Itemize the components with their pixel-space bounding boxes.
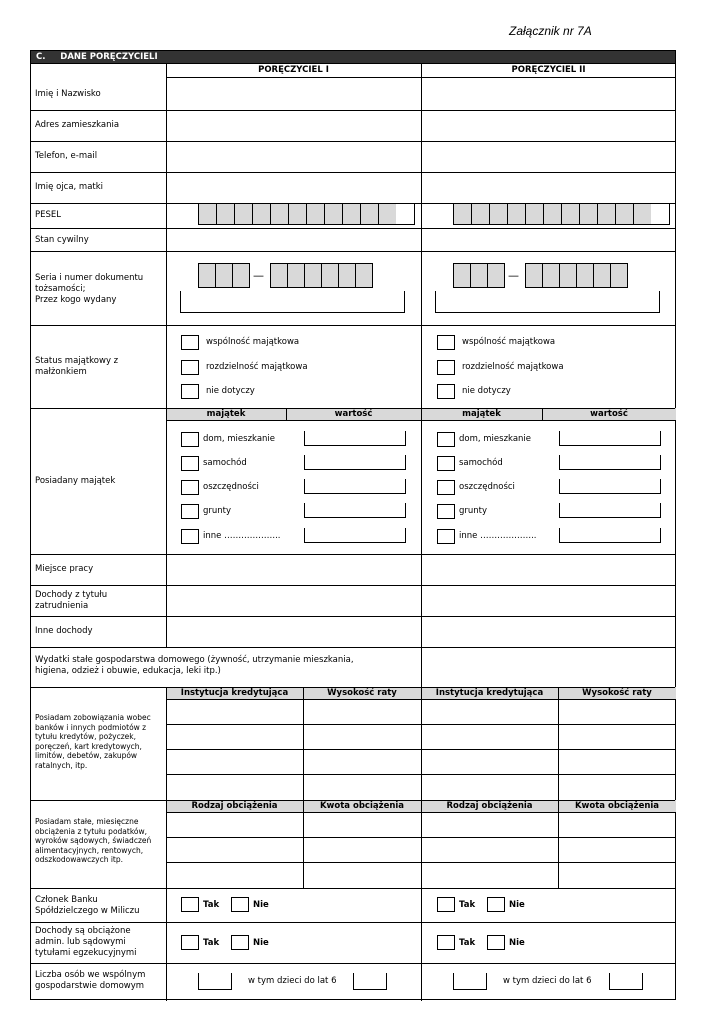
label-car-2: samochód [459, 458, 503, 468]
checkbox-car-2[interactable] [437, 456, 455, 471]
value-header-1: wartość [334, 409, 373, 419]
asset-header-2: majątek [462, 409, 501, 419]
guarantor-1-header: PORĘCZYCIEL I [258, 65, 329, 75]
label-house-2: dom, mieszkanie [459, 434, 532, 444]
checkbox-garnished-yes-1[interactable] [181, 935, 199, 950]
installment-header-1: Wysokość raty [327, 688, 397, 698]
institution-header-2: Instytucja kredytująca [435, 688, 544, 698]
label-address: Adres zamieszkania [35, 120, 120, 130]
label-name: Imię i Nazwisko [35, 89, 101, 99]
value-car-1[interactable] [304, 455, 406, 470]
label-garnished-yes-2: Tak [459, 938, 476, 948]
checkbox-other-2[interactable] [437, 529, 455, 544]
installment-header-2: Wysokość raty [582, 688, 652, 698]
checkbox-joint-property-2[interactable] [437, 335, 455, 350]
label-employment-income: Dochody z tytułu zatrudnienia [35, 590, 108, 611]
checkbox-not-applicable-1[interactable] [181, 384, 199, 399]
asset-header-1: majątek [206, 409, 246, 419]
value-other-1[interactable] [304, 528, 406, 543]
label-land-2: grunty [459, 506, 488, 516]
label-other-2: inne ……………….. [459, 531, 537, 541]
checkbox-savings-1[interactable] [181, 480, 199, 495]
label-pesel: PESEL [35, 210, 61, 220]
guarantor-2-header: PORĘCZYCIEL II [511, 65, 586, 75]
checkbox-garnished-no-2[interactable] [487, 935, 505, 950]
label-joint-property-2: wspólność majątkowa [462, 337, 556, 347]
value-savings-1[interactable] [304, 479, 406, 494]
checkbox-garnished-yes-2[interactable] [437, 935, 455, 950]
label-member-yes-2: Tak [459, 900, 476, 910]
checkbox-land-2[interactable] [437, 504, 455, 519]
label-children-1: w tym dzieci do lat 6 [248, 976, 337, 986]
label-joint-property-1: wspólność majątkowa [206, 337, 300, 347]
household-count-input-1[interactable] [198, 973, 232, 990]
id-issuer-input-1[interactable] [180, 291, 405, 313]
label-member-yes-1: Tak [203, 900, 220, 910]
checkbox-house-2[interactable] [437, 432, 455, 447]
label-bank-member: Członek Banku Spółdzielczego w Miliczu [35, 895, 140, 916]
label-savings-2: oszczędności [459, 482, 515, 492]
label-land-1: grunty [203, 506, 232, 516]
label-house-1: dom, mieszkanie [203, 434, 276, 444]
id-issuer-input-2[interactable] [435, 291, 660, 313]
value-savings-2[interactable] [559, 479, 661, 494]
value-car-2[interactable] [559, 455, 661, 470]
value-house-2[interactable] [559, 431, 661, 446]
value-house-1[interactable] [304, 431, 406, 446]
checkbox-member-yes-2[interactable] [437, 897, 455, 912]
label-expenses: Wydatki stałe gospodarstwa domowego (żywność, utrzymanie mieszkania, higiena, odzież i obuwie, edukacja, leki itp.) [35, 655, 354, 676]
label-household: Liczba osób we wspólnym gospodarstwie domowym [35, 970, 146, 991]
label-member-no-2: Nie [509, 900, 525, 910]
checkbox-separate-property-1[interactable] [181, 360, 199, 375]
label-charges: Posiadam stałe, miesięczne obciążenia z tytułu podatków, wyroków sądowych, świadczeń alimentacyjnych, rentowych, odszkodowawczych itp. [35, 817, 152, 864]
value-land-2[interactable] [559, 503, 661, 518]
charge-type-header-1: Rodzaj obciążenia [191, 801, 278, 811]
checkbox-separate-property-2[interactable] [437, 360, 455, 375]
label-car-1: samochód [203, 458, 247, 468]
value-header-2: wartość [590, 409, 628, 419]
label-not-applicable-1: nie dotyczy [206, 386, 255, 396]
checkbox-garnished-no-1[interactable] [231, 935, 249, 950]
label-other-1: inne ……………….. [203, 531, 281, 541]
label-member-no-1: Nie [253, 900, 269, 910]
id-separator-1: — [253, 269, 264, 282]
charge-type-header-2: Rodzaj obciążenia [446, 801, 533, 811]
charge-amount-header-2: Kwota obciążenia [574, 801, 660, 811]
label-property-status: Status majątkowy z małżonkiem [35, 356, 119, 377]
label-liabilities: Posiadam zobowiązania wobec banków i innych podmiotów z tytułu kredytów, pożyczek, poręczeń, kart kredytowych, limitów, debetów, zakupów ratalnych, itp. [35, 713, 151, 770]
label-assets: Posiadany majątek [35, 476, 116, 486]
label-garnished-income: Dochody są obciążone admin. lub sądowymi tytułami egzekucyjnymi [35, 926, 137, 958]
label-civil-status: Stan cywilny [35, 235, 89, 245]
label-phone: Telefon, e-mail [35, 151, 98, 161]
attachment-label: Załącznik nr 7A [509, 24, 592, 38]
checkbox-car-1[interactable] [181, 456, 199, 471]
checkbox-not-applicable-2[interactable] [437, 384, 455, 399]
label-workplace: Miejsce pracy [35, 564, 94, 574]
checkbox-joint-property-1[interactable] [181, 335, 199, 350]
checkbox-house-1[interactable] [181, 432, 199, 447]
value-other-2[interactable] [559, 528, 661, 543]
checkbox-savings-2[interactable] [437, 480, 455, 495]
label-parents: Imię ojca, matki [35, 182, 104, 192]
id-separator-2: — [508, 269, 519, 282]
checkbox-other-1[interactable] [181, 529, 199, 544]
label-children-2: w tym dzieci do lat 6 [503, 976, 592, 986]
label-garnished-no-2: Nie [509, 938, 525, 948]
children-count-input-2[interactable] [609, 973, 643, 990]
guarantors-form [30, 50, 676, 1000]
section-header: C. DANE PORĘCZYCIELI [31, 51, 675, 63]
checkbox-member-yes-1[interactable] [181, 897, 199, 912]
label-garnished-yes-1: Tak [203, 938, 220, 948]
household-count-input-2[interactable] [453, 973, 487, 990]
label-separate-property-1: rozdzielność majątkowa [206, 362, 308, 372]
value-land-1[interactable] [304, 503, 406, 518]
institution-header-1: Instytucja kredytująca [180, 688, 289, 698]
charge-amount-header-1: Kwota obciążenia [319, 801, 405, 811]
children-count-input-1[interactable] [353, 973, 387, 990]
label-savings-1: oszczędności [203, 482, 259, 492]
checkbox-land-1[interactable] [181, 504, 199, 519]
label-not-applicable-2: nie dotyczy [462, 386, 511, 396]
label-id-document: Seria i numer dokumentu tożsamości; Przez kogo wydany [35, 273, 144, 305]
label-other-income: Inne dochody [35, 626, 93, 636]
checkbox-member-no-1[interactable] [231, 897, 249, 912]
label-garnished-no-1: Nie [253, 938, 269, 948]
label-separate-property-2: rozdzielność majątkowa [462, 362, 564, 372]
checkbox-member-no-2[interactable] [487, 897, 505, 912]
